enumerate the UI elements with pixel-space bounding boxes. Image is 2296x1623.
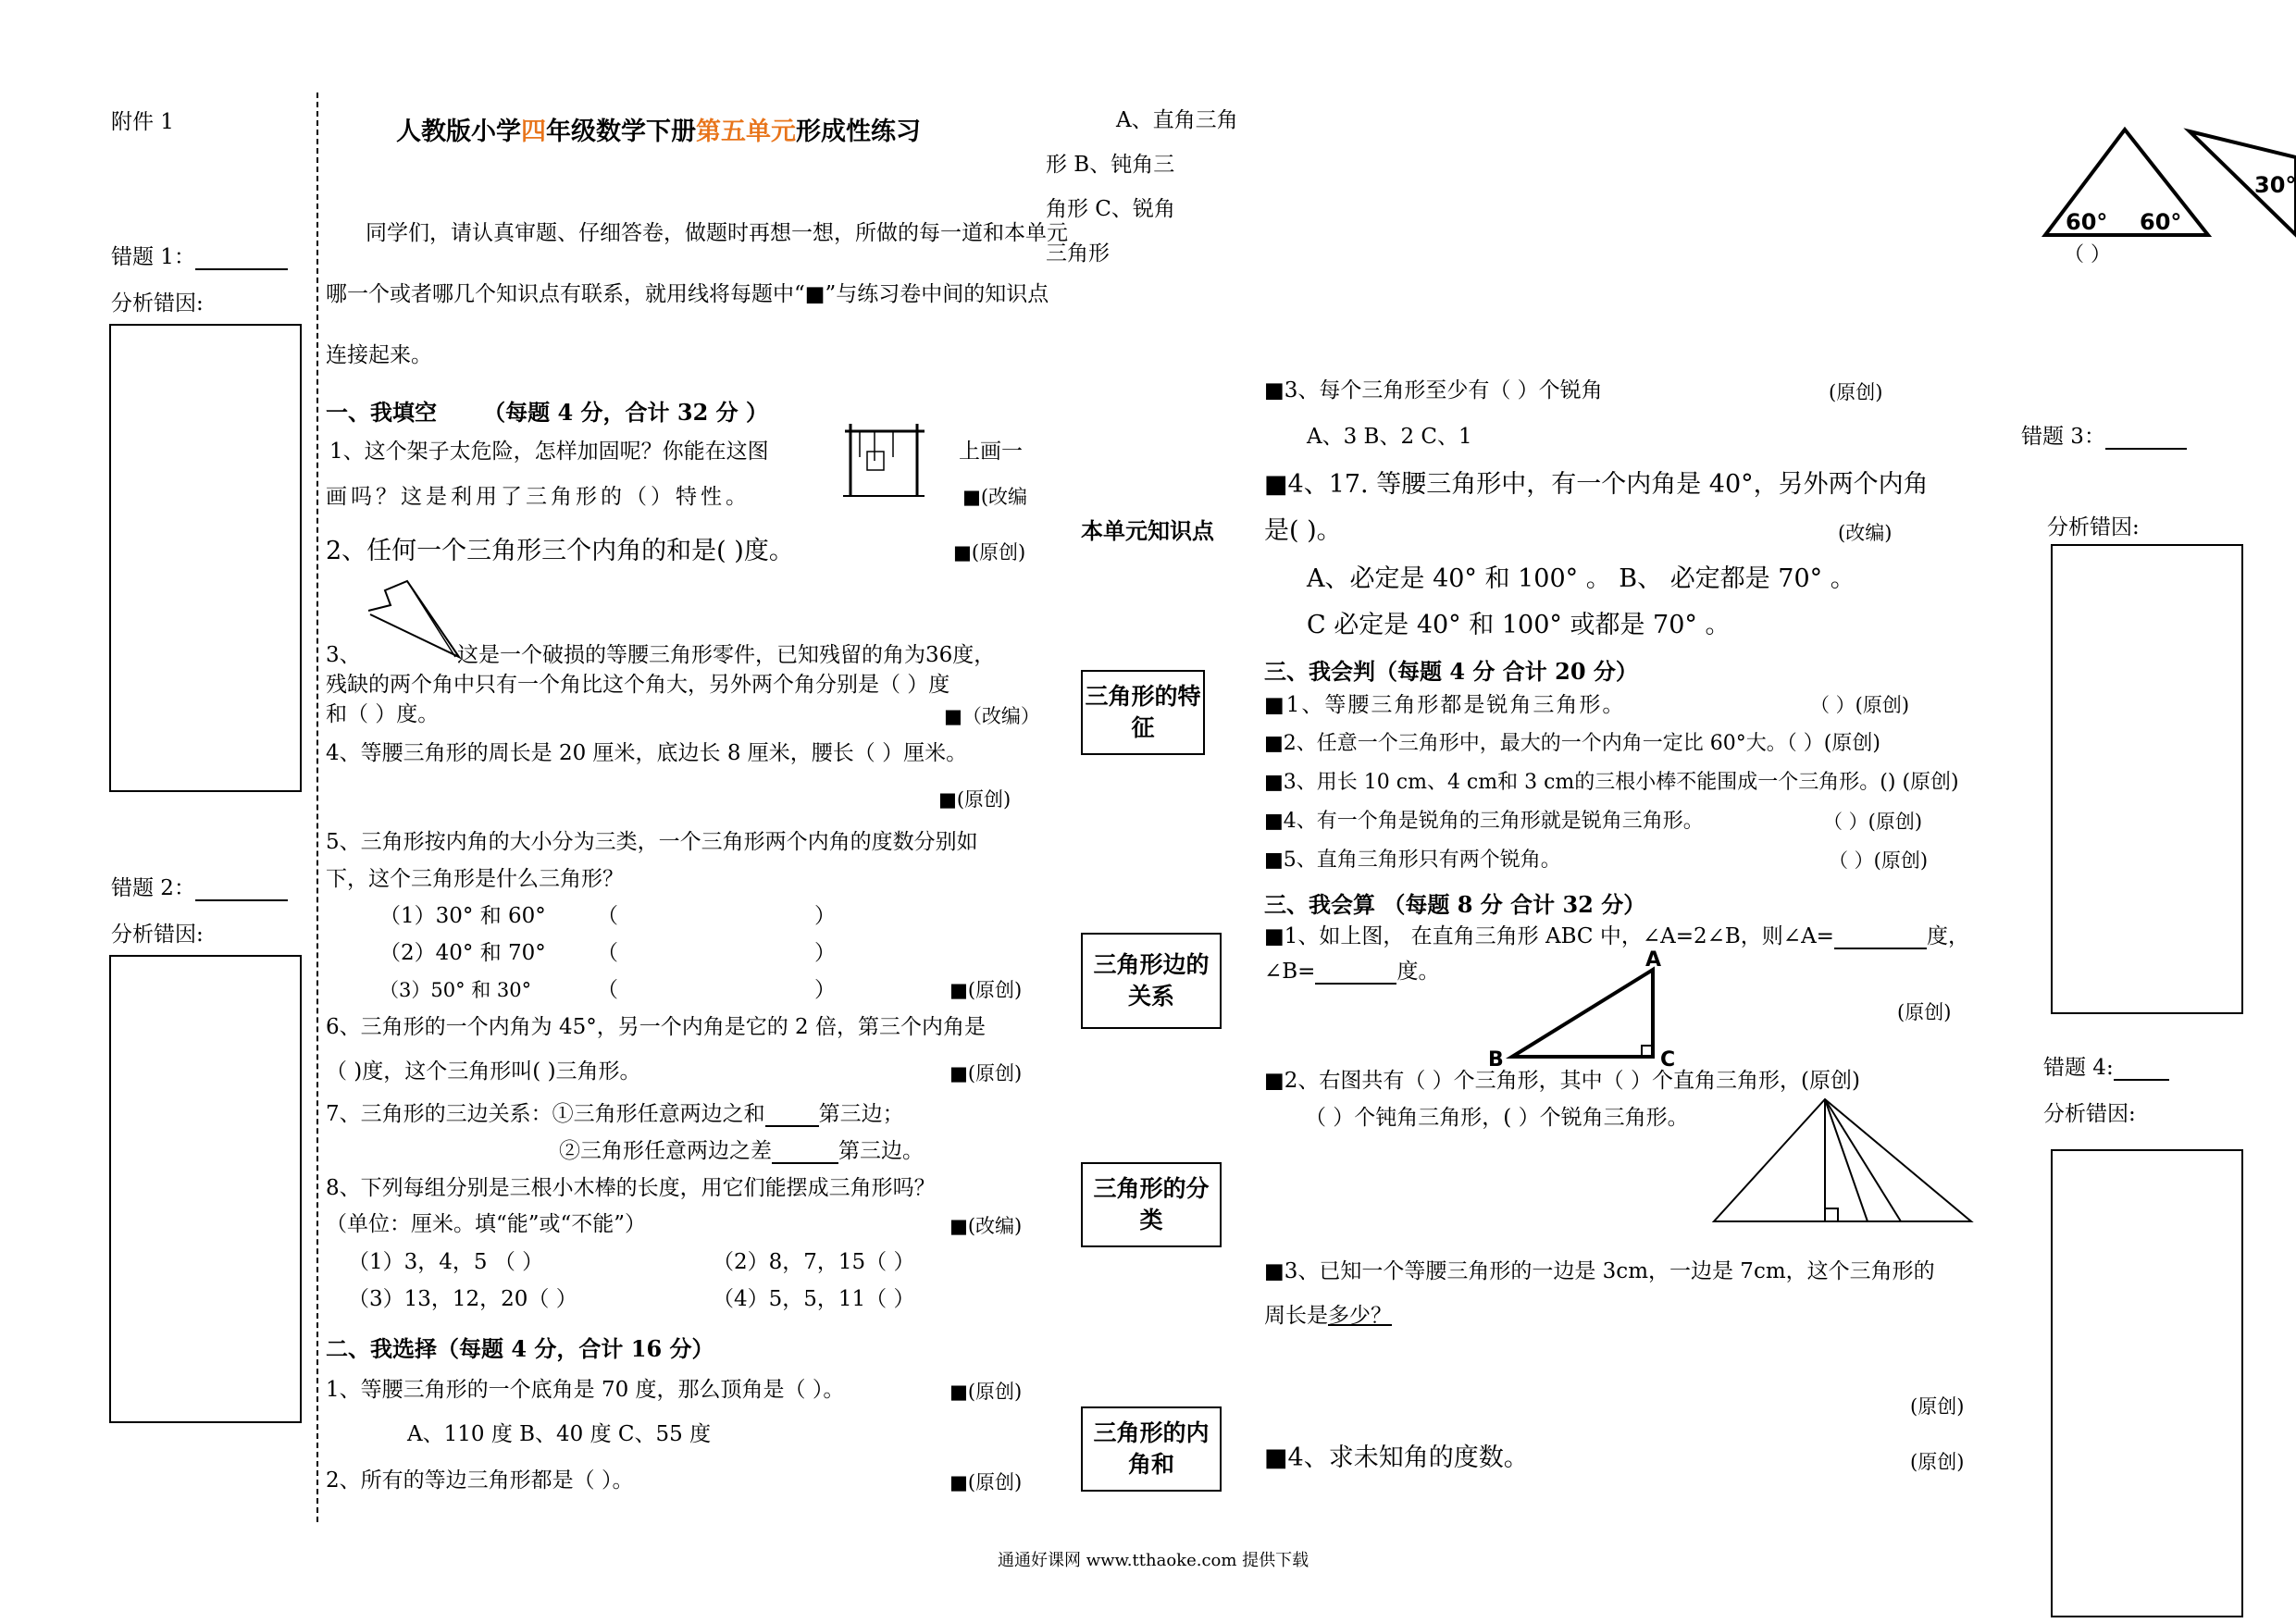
s2-q1: 1、等腰三角形的一个底角是 70 度，那么顶角是（ ）。 <box>326 1378 845 1402</box>
q8-option-1: （1）3，4，5 （ ） <box>348 1250 544 1274</box>
analysis-label-3: 分析错因: <box>2047 515 2140 539</box>
q3-line-b: 这是一个破损的等腰三角形零件，已知残留的角为36度， <box>457 643 996 667</box>
s2-q4-tag: (改编) <box>1838 522 1893 544</box>
q8-option-3: （3）13，12，20（ ） <box>348 1287 577 1311</box>
judge-1-paren: （ ）(原创) <box>1810 694 1910 716</box>
q5-paren-r-2: ） <box>814 941 836 965</box>
judge-5: ■5、直角三角形只有两个锐角。 <box>1264 849 1561 872</box>
label-b: B <box>1488 1048 1504 1070</box>
knowledge-box-angles[interactable]: 三角形的内角和 <box>1081 1406 1222 1492</box>
q1-line-c: 画吗？这是利用了三角形的（）特性。 <box>326 485 751 509</box>
q3-line-d: 和（ ）度。 <box>326 702 440 726</box>
q5-paren-r-3: ） <box>814 978 836 1002</box>
section1-heading: 一、我填空 （每题 4 分，合计 32 分 ） <box>326 399 769 426</box>
q4: 4、等腰三角形的周长是 20 厘米，底边长 8 厘米，腰长（ ）厘米。 <box>326 741 968 765</box>
q6-line-a: 6、三角形的一个内角为 45°，另一个内角是它的 2 倍，第三个内角是 <box>326 1015 986 1039</box>
answer-paren: （ ） <box>2064 243 2111 266</box>
judge-5-paren: （ ）(原创) <box>1829 849 1929 872</box>
calc-2-line-a: ■2、右图共有（ ）个三角形，其中（ ）个直角三角形，(原创) <box>1264 1069 1860 1093</box>
error-label-3: 错题 3： <box>2021 424 2187 450</box>
knowledge-box-features[interactable]: 三角形的特征 <box>1081 670 1205 755</box>
s2-q4-line-b: 是( )。 <box>1264 516 1342 545</box>
error-label-2: 错题 2： <box>111 875 288 901</box>
q5-line-b: 下，这个三角形是什么三角形？ <box>326 867 624 891</box>
analysis-label-2: 分析错因: <box>111 923 204 947</box>
q3-number: 3、 <box>326 643 361 667</box>
s2-q1-options: A、110 度 B、40 度 C、55 度 <box>407 1422 712 1446</box>
calc-3-tag: (原创) <box>1910 1395 1965 1418</box>
q1-line-a: 1、这个架子太危险，怎样加固呢？你能在这图 <box>329 440 769 464</box>
q7-line-b: ②三角形任意两边之差 第三边。 <box>559 1139 924 1163</box>
label-a: A <box>1645 949 1662 972</box>
s2-q2-option-line-3: 角形 C、锐角 <box>1046 197 1175 221</box>
q5-paren-l-3: （ <box>597 978 618 1002</box>
analysis-label-1: 分析错因: <box>111 291 204 316</box>
q8-option-2: （2）8，7，15（ ） <box>713 1250 915 1274</box>
s2-q2-option-line-4: 三角形 <box>1046 242 1110 266</box>
error-label-1: 错题 1： <box>111 244 288 270</box>
unknown-angle-figures <box>2036 120 2296 268</box>
calc-4: ■4、求未知角的度数。 <box>1264 1443 1529 1472</box>
attachment-label: 附件 1 <box>111 110 174 134</box>
s2-q3-tag: (原创) <box>1829 381 1883 403</box>
q7-line-a: 7、三角形的三边关系：①三角形任意两边之和 第三边； <box>326 1102 904 1126</box>
q2: 2、任何一个三角形三个内角的和是( )度。 <box>326 537 794 565</box>
q5-paren-l-1: （ <box>597 904 618 928</box>
calc-3-line-b: 周长是多少？ <box>1264 1304 1392 1328</box>
angle-60-left: 60° <box>2066 209 2108 235</box>
section3-heading: 三、我会判（每题 4 分 合计 20 分） <box>1264 658 1638 685</box>
s2-q3: ■3、每个三角形至少有（ ）个锐角 <box>1264 378 1603 403</box>
calc-3-line-a: ■3、已知一个等腰三角形的一边是 3cm，一边是 7cm，这个三角形的 <box>1264 1259 1935 1283</box>
section4-heading: 三、我会算 （每题 8 分 合计 32 分） <box>1264 891 1646 918</box>
q8-tag: ■(改编) <box>949 1215 1023 1237</box>
knowledge-heading: 本单元知识点 <box>1081 517 1214 544</box>
s2-q1-tag: ■(原创) <box>949 1381 1023 1403</box>
intro-line-1: 同学们，请认真审题、仔细答卷，做题时再想一想，所做的每一道和本单元 <box>366 221 1068 245</box>
analysis-box-4[interactable] <box>2051 1149 2243 1617</box>
error-label-4: 错题 4: <box>2043 1055 2169 1081</box>
s2-q4-line-a: ■4、17. 等腰三角形中，有一个内角是 40°，另外两个内角 <box>1264 470 1929 499</box>
q3-line-c: 残缺的两个角中只有一个角比这个角大，另外两个角分别是（ ）度 <box>326 673 950 697</box>
q5-tag: ■(原创) <box>949 979 1023 1001</box>
section2-heading: 二、我选择（每题 4 分，合计 16 分） <box>326 1335 714 1362</box>
analysis-box-1[interactable] <box>109 324 302 792</box>
q4-tag: ■(原创) <box>938 788 1011 811</box>
label-c: C <box>1660 1048 1676 1070</box>
s2-q3-options: A、3 B、2 C、1 <box>1307 425 1472 449</box>
q3-tag: ■（改编） <box>944 705 1040 727</box>
calc-1-line-b: ∠B= 度。 <box>1264 960 1440 984</box>
q5-option-1: （1）30° 和 60° <box>379 904 546 928</box>
q8-line-b: （单位：厘米。填“能”或“不能”） <box>326 1212 647 1236</box>
q5-line-a: 5、三角形按内角的大小分为三类，一个三角形两个内角的度数分别如 <box>326 830 978 854</box>
broken-triangle-icon <box>363 577 461 663</box>
intro-line-3: 连接起来。 <box>326 343 432 367</box>
q8-line-a: 8、下列每组分别是三根小木棒的长度，用它们能摆成三角形吗？ <box>326 1176 936 1200</box>
shelf-icon <box>838 415 930 500</box>
q5-option-2: （2）40° 和 70° <box>379 941 546 965</box>
judge-3: ■3、用长 10 cm、4 cm和 3 cm的三根小棒不能围成一个三角形。() (原创) <box>1264 771 1959 794</box>
angle-30: 30° <box>2254 172 2296 198</box>
s2-q4-option-2: C 必定是 40° 和 100° 或都是 70° 。 <box>1307 611 1731 639</box>
q6-line-b: （ )度，这个三角形叫( )三角形。 <box>326 1059 641 1084</box>
analysis-box-3[interactable] <box>2051 544 2243 1014</box>
s2-q4-option-1: A、必定是 40° 和 100° 。 B、 必定都是 70° 。 <box>1307 564 1855 593</box>
calc-1-tag: (原创) <box>1897 1001 1952 1023</box>
q1-tag: ■(改编 <box>962 486 1028 508</box>
s2-q2: 2、所有的等边三角形都是（ ）。 <box>326 1468 634 1493</box>
calc-2-line-b: （ ）个钝角三角形，( ）个锐角三角形。 <box>1305 1106 1689 1130</box>
angle-60-right: 60° <box>2140 209 2182 235</box>
q5-paren-l-2: （ <box>597 941 618 965</box>
q5-option-3: （3）50° 和 30° <box>379 979 532 1001</box>
knowledge-box-sides[interactable]: 三角形边的关系 <box>1081 933 1222 1029</box>
calc-4-tag: (原创) <box>1910 1451 1965 1473</box>
triangle-abc-figure <box>1481 949 1694 1070</box>
analysis-box-2[interactable] <box>109 955 302 1423</box>
footer-source: 通通好课网 www.tthaoke.com 提供下载 <box>998 1551 1309 1570</box>
intro-line-2: 哪一个或者哪几个知识点有联系，就用线将每题中“■”与练习卷中间的知识点 <box>326 282 1049 306</box>
page-title: 人教版小学四年级数学下册第五单元形成性练习 <box>396 118 921 146</box>
multi-triangle-figure <box>1710 1097 1975 1225</box>
analysis-label-4: 分析错因: <box>2043 1102 2136 1126</box>
q5-paren-r-1: ） <box>814 904 836 928</box>
q1-line-b: 上画一 <box>959 440 1023 464</box>
s2-q2-tag: ■(原创) <box>949 1471 1023 1493</box>
s2-q2-option-a: A、直角三角 <box>1116 108 1238 132</box>
judge-1: ■1、等腰三角形都是锐角三角形。 <box>1264 693 1626 717</box>
fold-line <box>316 93 318 1522</box>
knowledge-box-classify[interactable]: 三角形的分类 <box>1081 1162 1222 1247</box>
q8-option-4: （4）5，5，11（ ） <box>713 1287 915 1311</box>
q2-tag: ■(原创) <box>953 541 1026 564</box>
judge-4-paren: （ ）(原创) <box>1823 811 1923 833</box>
calc-1-line-a: ■1、如上图， 在直角三角形 ABC 中，∠A=2∠B，则∠A= 度， <box>1264 924 1969 948</box>
s2-q2-option-line-2: 形 B、钝角三 <box>1046 153 1175 177</box>
judge-4: ■4、有一个角是锐角的三角形就是锐角三角形。 <box>1264 810 1704 833</box>
judge-2: ■2、任意一个三角形中，最大的一个内角一定比 60°大。（ ）(原创) <box>1264 732 1880 755</box>
q6-tag: ■(原创) <box>949 1062 1023 1084</box>
